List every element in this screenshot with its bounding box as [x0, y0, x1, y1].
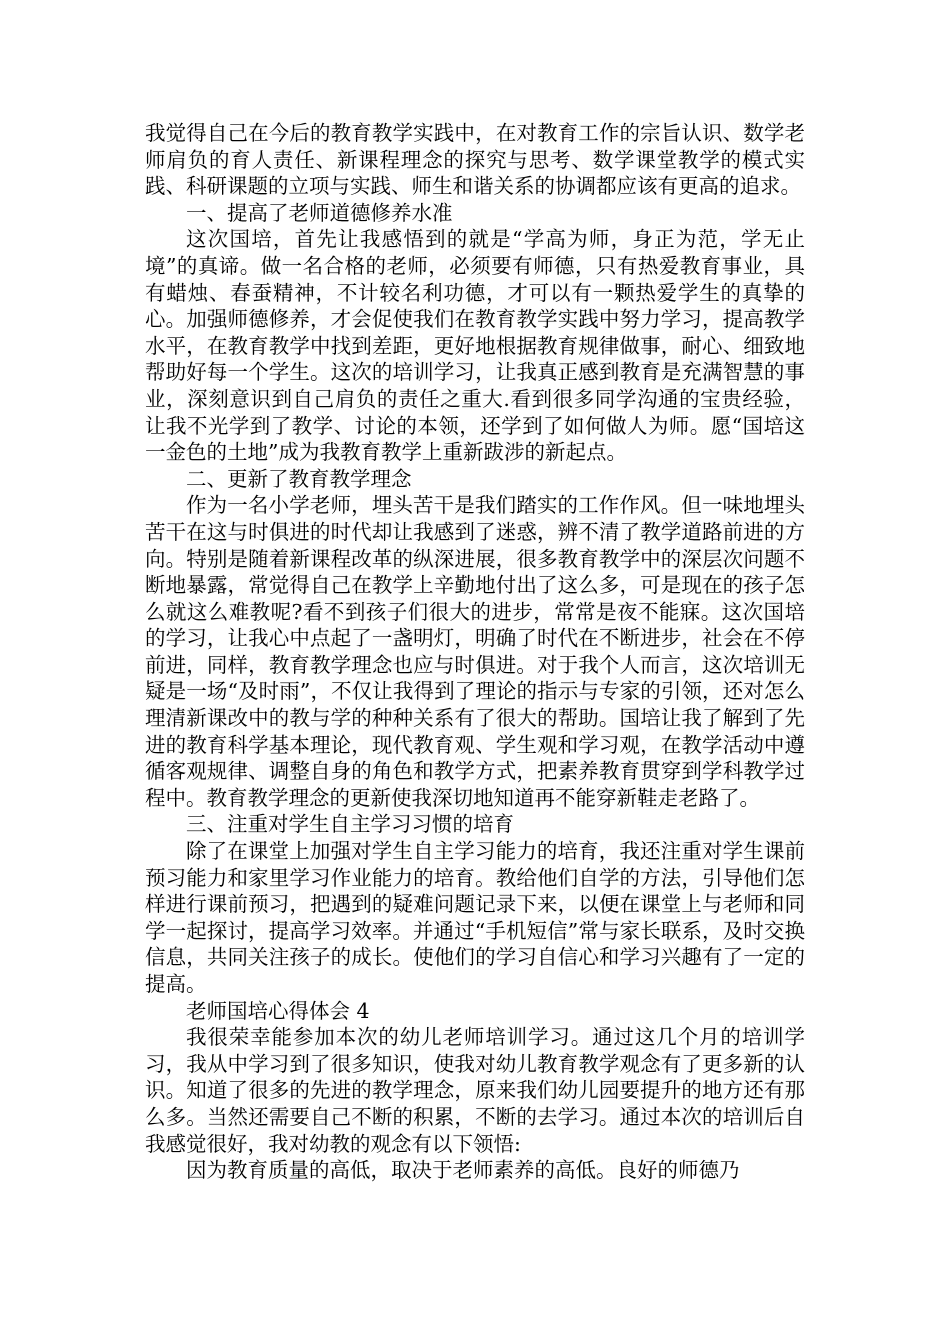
section-body-4: 我很荣幸能参加本次的幼儿老师培训学习。通过这几个月的培训学习，我从中学习到了很多知识，使我对幼儿教育教学观念有了更多新的认识。知道了很多的先进的教学理念，原来我们幼儿园要提升的地方还有那么多。当然还需要自己不断的积累，不断的去学习。通过本次的培训后自我感觉很好，我对幼教的观念有以下领悟: [145, 1025, 805, 1156]
section-heading-3: 三、注重对学生自主学习习惯的培育 [186, 812, 514, 837]
section-heading-1: 一、提高了老师道德修养水准 [186, 200, 453, 225]
section-heading-4: 老师国培心得体会 4 [186, 998, 370, 1023]
section-body-3: 除了在课堂上加强对学生自主学习能力的培育，我还注重对学生课前预习能力和家里学习作业能力的培育。教给他们自学的方法，引导他们怎样进行课前预习，把遇到的疑难问题记录下来，以便在课堂上与老师和同学一起探讨，提高学习效率。并通过“手机短信”常与家长联系，及时交换信息，共同关注孩子的成长。使他们的学习自信心和学习兴趣有了一定的提高。 [145, 839, 805, 996]
document-page [145, 120, 805, 1184]
intro-paragraph: 我觉得自己在今后的教育教学实践中，在对教育工作的宗旨认识、数学老师肩负的育人责任、新课程理念的探究与思考、数学课堂教学的模式实践、科研课题的立项与实践、师生和谐关系的协调都应该有更高的追求。 [145, 121, 805, 199]
section-body-2: 作为一名小学老师，埋头苦干是我们踏实的工作作风。但一味地埋头苦干在这与时俱进的时代却让我感到了迷惑，辨不清了教学道路前进的方向。特别是随着新课程改革的纵深进展，很多教育教学中的深层次问题不断地暴露，常觉得自己在教学上辛勤地付出了这么多，可是现在的孩子怎么就这么难教呢?看不到孩子们很大的进步，常常是夜不能寐。这次国培的学习，让我心中点起了一盏明灯，明确了时代在不断进步，社会在不停前进，同样，教育教学理念也应与时俱进。对于我个人而言，这次培训无疑是一场“及时雨”，不仅让我得到了理论的指示与专家的引领，还对怎么理清新课改中的教与学的种种关系有了很大的帮助。国培让我了解到了先进的教育科学基本理论，现代教育观、学生观和学习观，在教学活动中遵循客观规律、调整自身的角色和教学方式，把素养教育贯穿到学科教学过程中。教育教学理念的更新使我深切地知道再不能穿新鞋走老路了。 [145, 493, 805, 810]
section-body-1: 这次国培，首先让我感悟到的就是“学高为师，身正为范，学无止境”的真谛。做一名合格的老师，必须要有师德，只有热爱教育事业，具有蜡烛、春蚕精神，不计较名利功德，才可以有一颗热爱学生的真挚的心。加强师德修养，才会促使我们在教育教学实践中努力学习，提高教学水平，在教育教学中找到差距，更好地根据教育规律做事，耐心、细致地帮助好每一个学生。这次的培训学习，让我真正感到教育是充满智慧的事业，深刻意识到自己肩负的责任之重大.看到很多同学沟通的宝贵经验，让我不光学到了教学、讨论的本领，还学到了如何做人为师。愿“国培这一金色的土地”成为我教育教学上重新跋涉的新起点。 [145, 227, 805, 465]
section-body-4-continued: 因为教育质量的高低，取决于老师素养的高低。良好的师德乃 [186, 1158, 740, 1183]
section-heading-2: 二、更新了教育教学理念 [186, 466, 412, 491]
